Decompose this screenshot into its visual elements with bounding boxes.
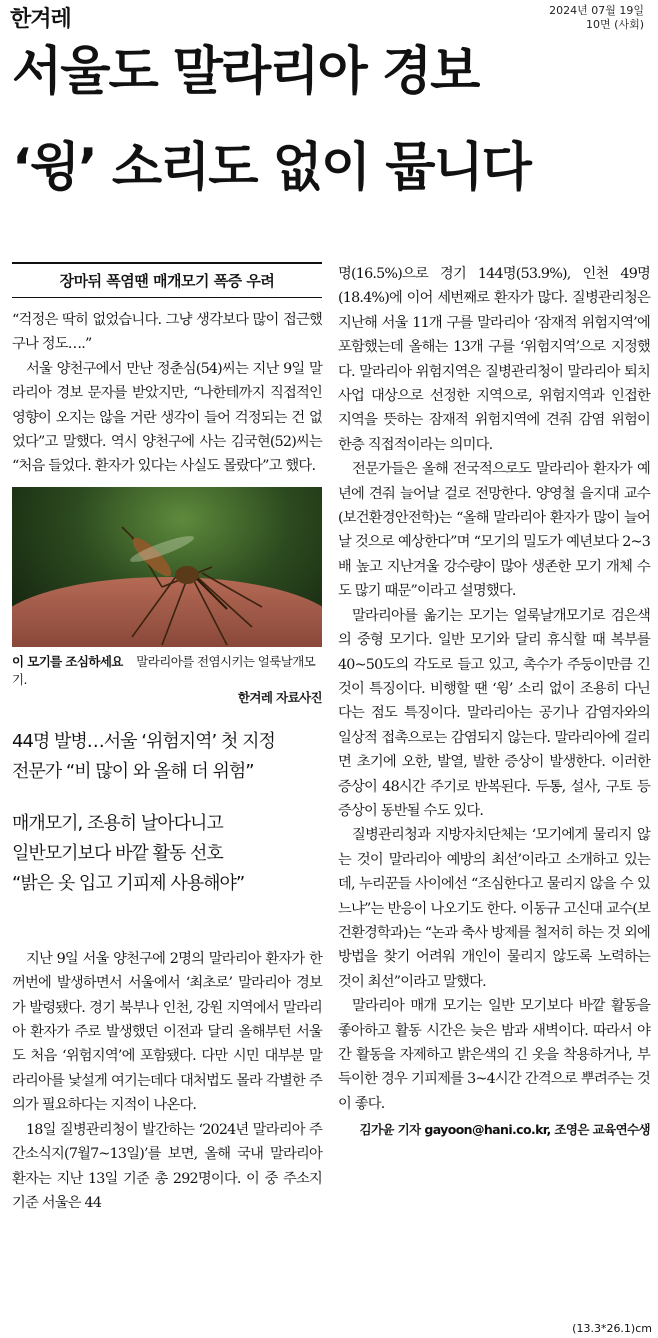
- body-paragraph: 말라리아를 옮기는 모기는 얼룩날개모기로 검은색의 중형 모기다. 일반 모기와 달리 휴식할 때 복부를 40~50도의 각도로 들고 있고, 촉수가 주둥이만큼 긴 것이 특징이다. 비행할 땐 ‘윙’ 소리 없이 조용히 다닌다는 점도 특징이다. 말라리아는 공기나 감염자와의 일상적 접촉으로는 감염되지 않는다. 말라리아에 걸리면 초기에 오한, 발열, 발한 증상이 발생한다. 이러한 증상이 48시간 주기로 반복된다. 두통, 설사, 구토 등 증상이 동반될 수도 있다.: [338, 607, 650, 819]
- deck-line: 전문가 “비 많이 와 올해 더 위험”: [12, 760, 254, 782]
- deck-headlines: [12, 727, 322, 899]
- body-paragraph: 전문가들은 올해 전국적으로도 말라리아 환자가 예년에 견줘 늘어날 걸로 전망한다. 양영철 을지대 교수(보건환경안전학)는 “올해 말라리아 환자가 많이 늘어날 것으로 예상한다”며 “모기의 밀도가 예년보다 2~3배 높고 지난겨울 강수량이 많아 생존한 모기 개체 수도 많기 때문”이라고 설명했다.: [338, 461, 650, 600]
- body-paragraph: 명(16.5%)으로 경기 144명(53.9%), 인천 49명(18.4%)에 이어 세번째로 환자가 많다. 질병관리청은 지난해 서울 11개 구를 말라리아 ‘잠재적 위험지역’에 포함했는데 올해는 13개 구를 ‘위험지역’으로 지정했다. 말라리아 위험지역은 질병관리청이 말라리아 퇴치사업 대상으로 선정한 지역으로, 위험지역과 인접한 지역을 뜻하는 잠재적 위험지역에 견줘 감염 위험이 한층 직접적이라는 의미다.: [338, 266, 650, 453]
- subheadline: 장마뒤 폭염땐 매개모기 폭증 우려: [12, 262, 322, 298]
- date-info: [549, 4, 644, 32]
- body-paragraph: 질병관리청과 지방자치단체는 ‘모기에게 물리지 않는 것이 말라리아 예방의 최선’이라고 소개하고 있는데, 누리꾼들 사이에선 “조심한다고 물리지 않을 수 있느냐”는 반응이 나오기도 한다. 이동규 고신대 교수(보건환경학과)는 “논과 축사 방제를 철저히 하는 것 외에 방법을 찾기 어려워 개인이 물리지 않도록 노력하는 것이 최선”이라고 말했다.: [338, 827, 650, 990]
- caption-title: 이 모기를 조심하세요: [12, 653, 123, 669]
- headline-line-1: 서울도 말라리아 경보: [12, 42, 479, 102]
- body-paragraph: 지난 9일 서울 양천구에 2명의 말라리아 환자가 한꺼번에 발생하면서 서울에서 ‘최초로’ 말라리아 경보가 발령됐다. 경기 북부나 인천, 강원 지역에서 말라리아 환자가 주로 발생했던 이전과 달리 올해부턴 서울도 처음 ‘위험지역’에 포함됐다. 다만 시민 대부분 말라리아를 낯설게 여기는데다 대처법도 몰라 각별한 주의가 필요하다는 지적이 나온다.: [12, 950, 322, 1114]
- page-section: 10면 (사회): [586, 18, 644, 31]
- deck-line: 일반모기보다 바깥 활동 선호: [12, 842, 223, 864]
- left-column: [12, 262, 322, 1215]
- right-column: [338, 262, 650, 1138]
- left-body: [12, 947, 322, 1215]
- caption-text: 말라리아를 전염시키는 얼룩날개모기.: [12, 653, 316, 687]
- mosquito-icon: [12, 487, 322, 647]
- deck-line: 매개모기, 조용히 날아다니고: [12, 812, 223, 834]
- headline-line-2: ‘윙’ 소리도 없이 뭅니다: [12, 138, 530, 198]
- body-paragraph: 말라리아 매개 모기는 일반 모기보다 바깥 활동을 좋아하고 활동 시간은 늦은 밤과 새벽이다. 따라서 야간 활동을 자제하고 밝은색의 긴 옷을 착용하거나, 부득이한 경우 기피제를 3~4시간 간격으로 뿌려주는 것이 좋다.: [338, 998, 650, 1112]
- deck-group-1: [12, 727, 322, 787]
- deck-group-2: [12, 809, 322, 899]
- deck-line: “밝은 옷 입고 기피제 사용해야”: [12, 872, 245, 894]
- byline: 김가윤 기자 gayoon@hani.co.kr, 조영은 교육연수생: [359, 1122, 650, 1138]
- intro-paragraph: 서울 양천구에서 만난 정춘심(54)씨는 지난 9일 말라리아 경보 문자를 받았지만, “나한테까지 직접적인 영향이 오지는 않을 거란 생각이 들어 걱정되는 건 없었다”고 말했다. 역시 양천구에 사는 김국현(52)씨는 “처음 들었다. 환자가 있다는 사실도 몰랐다”고 했다.: [12, 360, 322, 475]
- body-paragraph: 18일 질병관리청이 발간하는 ‘2024년 말라리아 주간소식지(7월7~13일)’를 보면, 올해 국내 말라리아 환자는 지난 13일 기준 총 292명이다. 이 중 주소지 기준 서울은 44: [12, 1121, 322, 1211]
- photo-credit: 한겨레 자료사진: [237, 689, 322, 705]
- article-size-note: (13.3*26.1)cm: [572, 1322, 652, 1335]
- mosquito-photo: [12, 487, 322, 647]
- publish-date: 2024년 07월 19일: [549, 4, 644, 17]
- newspaper-logo: 한겨레: [10, 7, 71, 32]
- masthead: [10, 4, 650, 32]
- deck-line: 44명 발병…서울 ‘위험지역’ 첫 지정: [12, 730, 275, 752]
- photo-caption: [12, 653, 322, 707]
- intro-quote: “걱정은 딱히 없었습니다. 그냥 생각보다 많이 접근했구나 정도….”: [12, 312, 322, 353]
